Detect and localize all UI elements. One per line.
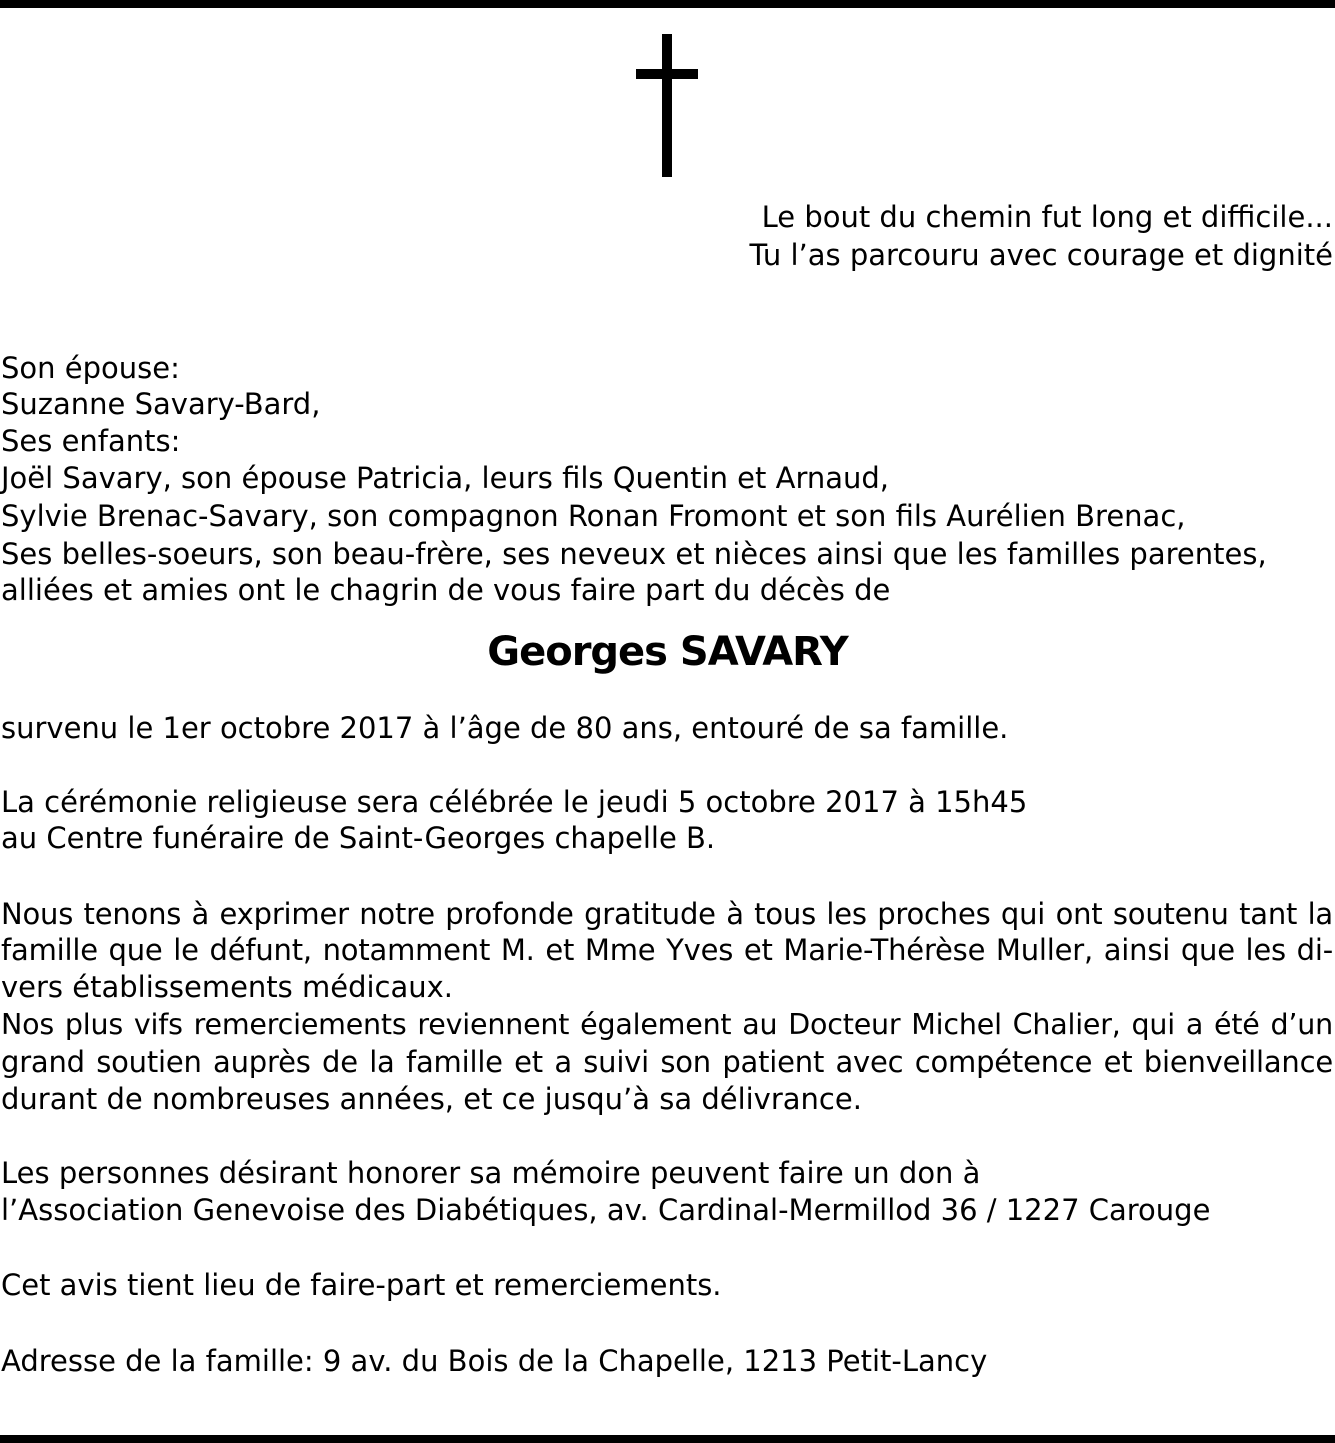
notice-line: Cet avis tient lieu de faire-part et remerciements. [1,1268,722,1302]
thanks-line-4: Nos plus vifs remerciements reviennent également au Docteur Michel Chalier, qui a été d’un [1,1008,1333,1041]
donation-line-2: l’Association Genevoise des Diabétiques, av. Cardinal-Mermillod 36 / 1227 Carouge [1,1193,1211,1227]
deceased-name: Georges SAVARY [487,629,848,675]
thanks-line-3: vers établissements médicaux. [1,970,454,1004]
family-line-5: Sylvie Brenac-Savary, son compagnon Ronan Fromont et son fils Aurélien Brenac, [1,499,1186,533]
family-line-1: Son épouse: [1,351,180,385]
cross-icon [636,34,698,177]
family-address: Adresse de la famille: 9 av. du Bois de la Chapelle, 1213 Petit-Lancy [1,1344,988,1378]
family-line-4: Joël Savary, son épouse Patricia, leurs fils Quentin et Arnaud, [1,461,890,495]
thanks-line-5: grand soutien auprès de la famille et a suivi son patient avec compétence et bienveillance [1,1045,1333,1079]
ceremony-line-2: au Centre funéraire de Saint-Georges chapelle B. [1,821,716,855]
death-line: survenu le 1er octobre 2017 à l’âge de 80 ans, entouré de sa famille. [1,711,1009,745]
thanks-line-6: durant de nombreuses années, et ce jusqu’à sa délivrance. [1,1082,862,1116]
bottom-border-rule [0,1435,1335,1443]
thanks-line-1: Nous tenons à exprimer notre profonde gratitude à tous les proches qui ont soutenu tant la [1,897,1333,931]
family-line-6: Ses belles-soeurs, son beau-frère, ses neveux et nièces ainsi que les familles parentes, [1,537,1267,571]
ceremony-line-1: La cérémonie religieuse sera célébrée le jeudi 5 octobre 2017 à 15h45 [1,785,1028,819]
family-line-2: Suzanne Savary-Bard, [1,387,321,421]
top-border-rule [0,0,1335,8]
epitaph-quote [750,198,1333,274]
epitaph-line-1: Le bout du chemin fut long et difficile... [761,200,1333,234]
thanks-line-2: famille que le défunt, notamment M. et Mme Yves et Marie-Thérèse Muller, ainsi que les di- [1,933,1333,967]
donation-line-1: Les personnes désirant honorer sa mémoire peuvent faire un don à [1,1156,981,1190]
family-line-3: Ses enfants: [1,424,181,458]
family-line-7: alliées et amies ont le chagrin de vous faire part du décès de [1,573,891,607]
epitaph-line-2: Tu l’as parcouru avec courage et dignité [749,238,1333,272]
